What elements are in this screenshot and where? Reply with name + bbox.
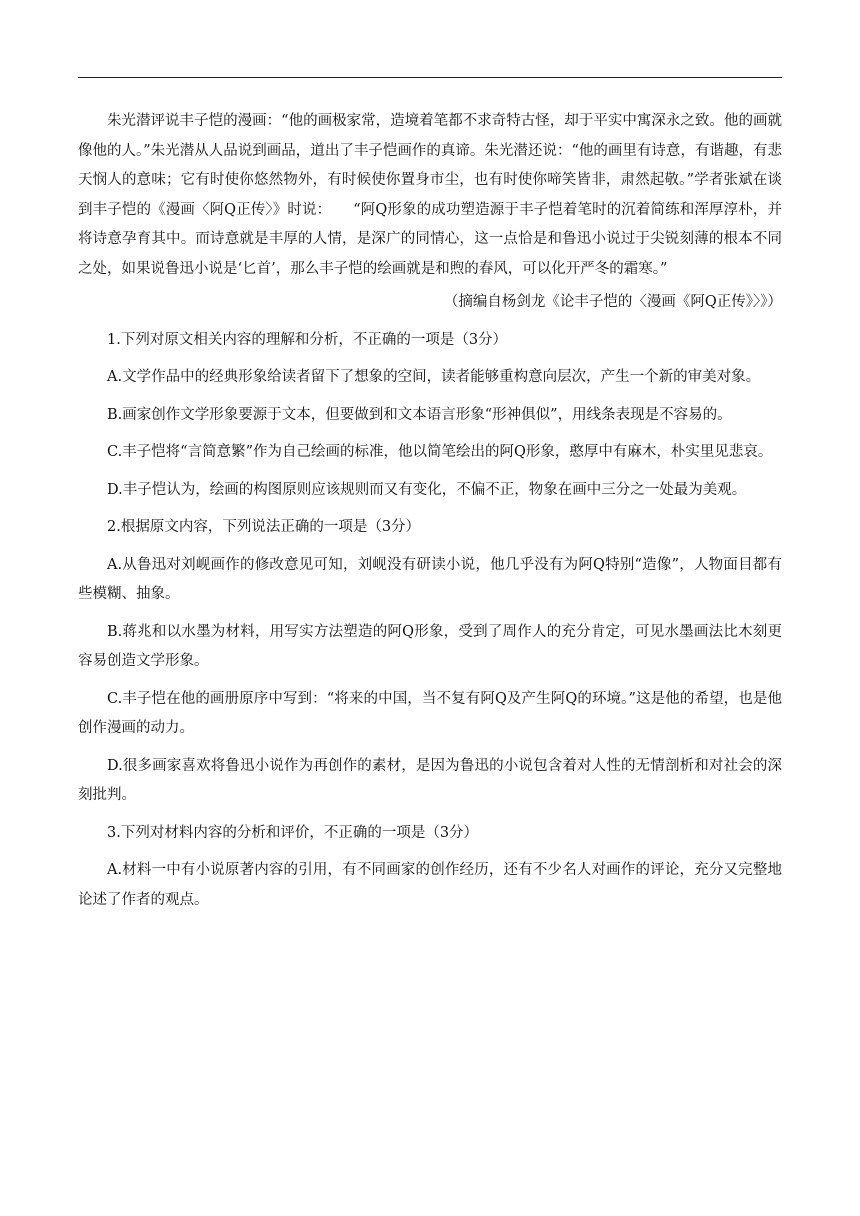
option-c: C.丰子恺在他的画册原序中写到：“将来的中国，当不复有阿Q及产生阿Q的环境。”这是他的希望，也是他创作漫画的动力。: [78, 690, 782, 736]
option-c: C.丰子恺将“言简意繁”作为自己绘画的标准，他以简笔绘出的阿Q形象，憨厚中有麻木，朴实里见悲哀。: [107, 444, 773, 460]
option-a: A.文学作品中的经典形象给读者留下了想象的空间，读者能够重构意向层次，产生一个新的审美对象。: [107, 369, 761, 385]
option-a: A.从鲁迅对刘岘画作的修改意见可知，刘岘没有研读小说，他几乎没有为阿Q特别“造像”，人物面目都有些模糊、抽象。: [78, 556, 782, 602]
document-body: [78, 107, 782, 915]
option-b: B.画家创作文学形象要源于文本，但要做到和文本语言形象“形神俱似”，用线条表现是不容易的。: [107, 406, 732, 423]
question-stem: 1.下列对原文相关内容的理解和分析，不正确的一项是（3分）: [107, 331, 508, 348]
header-rule: [78, 77, 782, 78]
option-d: D.丰子恺认为，绘画的构图原则应该规则而又有变化，不偏不正，物象在画中三分之一处最为美观。: [107, 481, 747, 498]
question-3: [78, 819, 782, 916]
passage-paragraph: 朱光潜评说丰子恺的漫画：“他的画极家常，造境着笔都不求奇特古怪，却于平实中寓深永之致。他的画就像他的人。”朱光潜从人品说到画品，道出了丰子恺画作的真谛。朱光潜还说：“他的画里有诗意，有谐趣，有悲天悯人的意味；它有时使你悠然物外，有时候使你置身市尘，也有时使你啼笑皆非，肃然起敬。”学者张斌在谈到丰子恺的《漫画〈阿Q正传〉》时说： “阿Q形象的成功塑造源于丰子恺着笔时的沉着简练和浑厚淳朴，并将诗意孕育其中。而诗意就是丰厚的人情，是深广的同情心，这一点恰是和鲁迅小说过于尖锐刻薄的根本不同之处，如果说鲁迅小说是‘匕首’，那么丰子恺的绘画就是和煦的春风，可以化开严冬的霜寒。”: [78, 113, 782, 277]
question-stem: 2.根据原文内容，下列说法正确的一项是（3分）: [107, 519, 421, 535]
option-d: D.很多画家喜欢将鲁迅小说作为再创作的素材，是因为鲁迅的小说包含着对人性的无情剖析和对社会的深刻批判。: [78, 757, 782, 803]
question-stem: 3.下列对材料内容的分析和评价，不正确的一项是（3分）: [107, 824, 479, 841]
question-1: [78, 326, 782, 506]
passage-source: （摘编自杨剑龙《论丰子恺的〈漫画《阿Q正传》〉》）: [443, 294, 782, 310]
option-b: B.蒋兆和以水墨为材料，用写实方法塑造的阿Q形象，受到了周作人的充分肯定，可见水墨画法比木刻更容易创造文学形象。: [78, 623, 782, 669]
option-a: A.材料一中有小说原著内容的引用，有不同画家的创作经历，还有不少名人对画作的评论，充分又完整地论述了作者的观点。: [78, 862, 782, 908]
question-2: [78, 513, 782, 811]
